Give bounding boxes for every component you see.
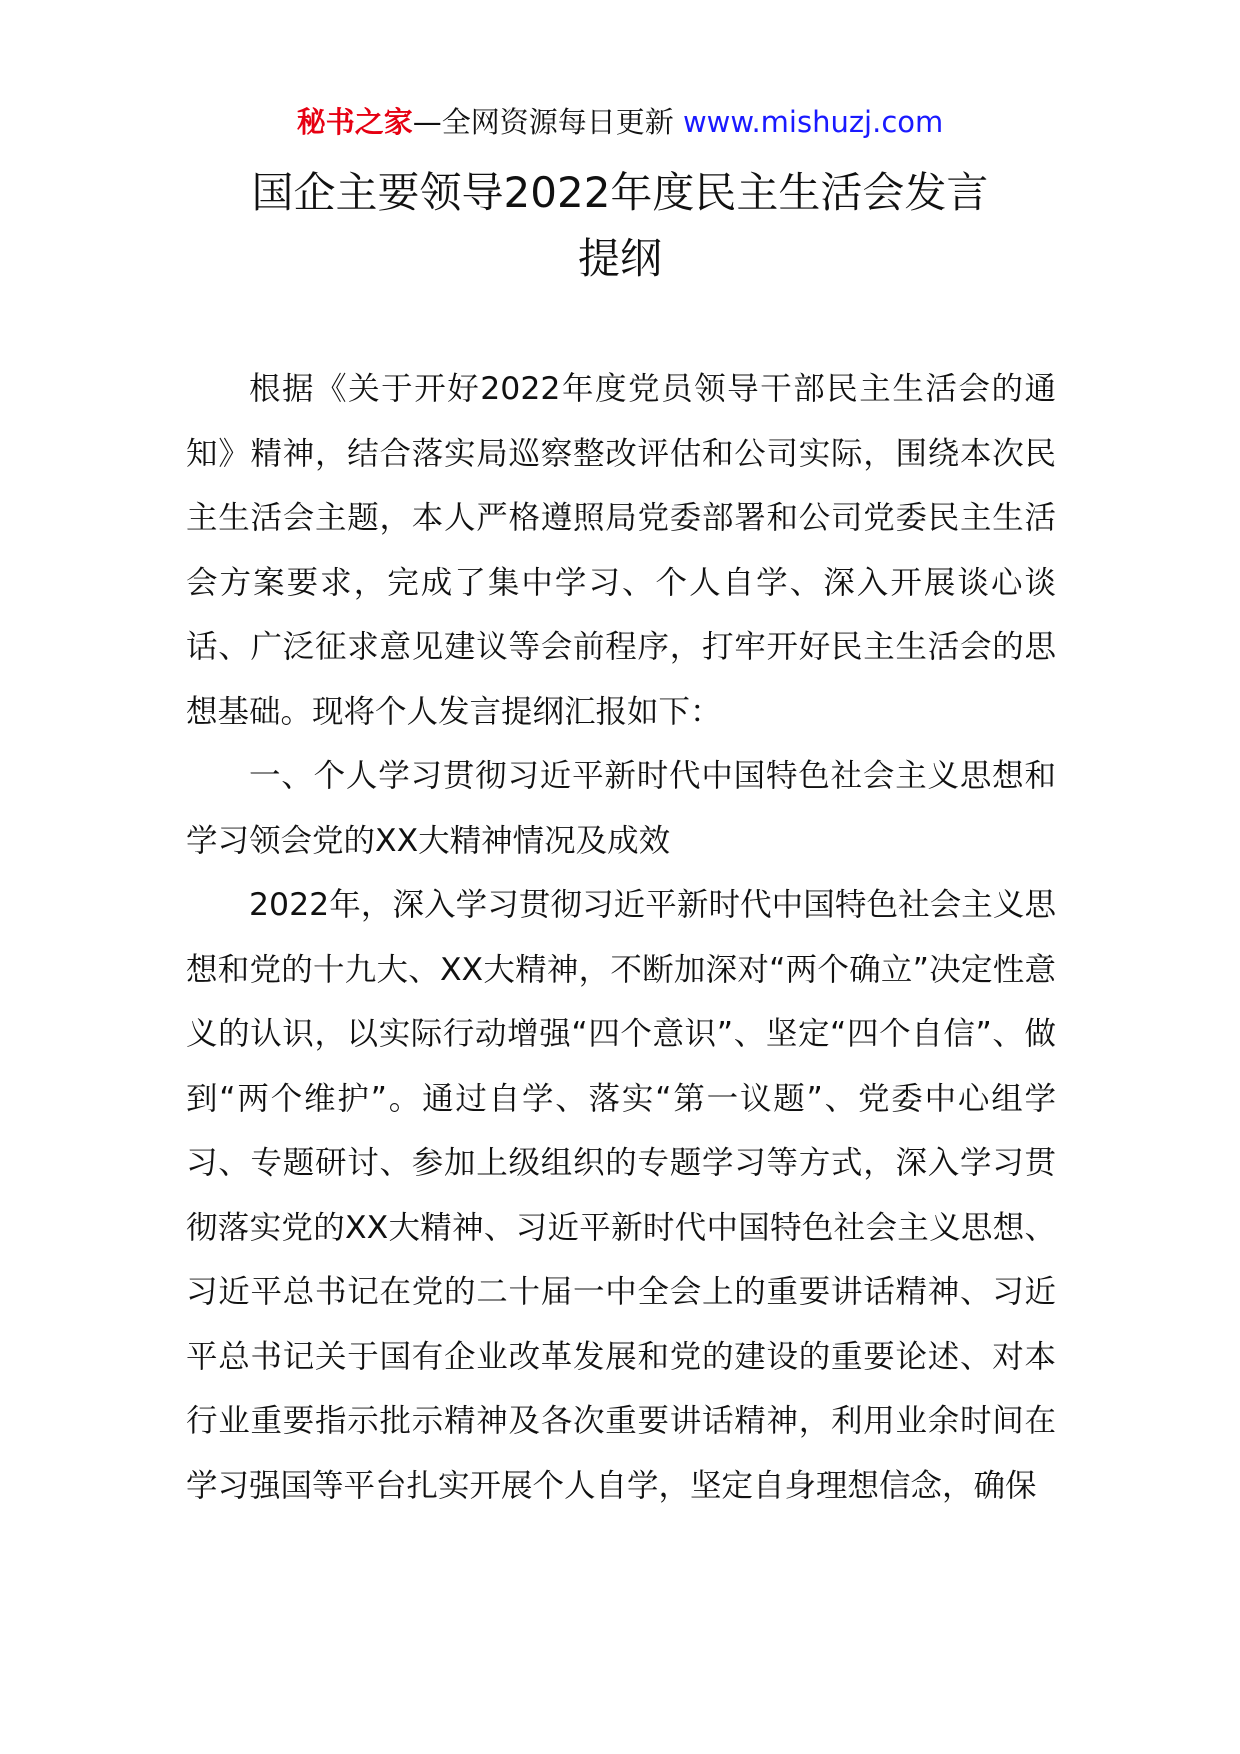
document-body xyxy=(186,357,1056,1518)
section-heading-1: 一、个人学习贯彻习近平新时代中国特色社会主义思想和学习领会党的XX大精神情况及成效 xyxy=(186,758,1056,859)
site-brand: 秘书之家 xyxy=(296,105,413,139)
paragraph-intro: 根据《关于开好2022年度党员领导干部民主生活会的通知》精神，结合落实局巡察整改评估和公司实际，围绕本次民主生活会主题，本人严格遵照局党委部署和公司党委民主生活会方案要求，完成了集中学习、个人自学、深入开展谈心谈话、广泛征求意见建议等会前程序，打牢开好民主生活会的思想基础。现将个人发言提纲汇报如下： xyxy=(186,371,1056,730)
document-title xyxy=(180,160,1060,292)
site-tagline: —全网资源每日更新 xyxy=(412,105,674,139)
title-line-2: 提纲 xyxy=(577,234,662,283)
site-header xyxy=(0,100,1240,144)
site-url-link[interactable]: www.mishuzj.com xyxy=(682,105,944,139)
paragraph-section-1: 2022年，深入学习贯彻习近平新时代中国特色社会主义思想和党的十九大、XX大精神，不断加深对“两个确立”决定性意义的认识，以实际行动增强“四个意识”、坚定“四个自信”、做到“两个维护”。通过自学、落实“第一议题”、党委中心组学习、专题研讨、参加上级组织的专题学习等方式，深入学习贯彻落实党的XX大精神、习近平新时代中国特色社会主义思想、习近平总书记在党的二十届一中全会上的重要讲话精神、习近平总书记关于国有企业改革发展和党的建设的重要论述、对本行业重要指示批示精神及各次重要讲话精神，利用业余时间在学习强国等平台扎实开展个人自学，坚定自身理想信念，确保 xyxy=(186,887,1056,1504)
title-line-1: 国企主要领导2022年度民主生活会发言 xyxy=(251,168,989,217)
